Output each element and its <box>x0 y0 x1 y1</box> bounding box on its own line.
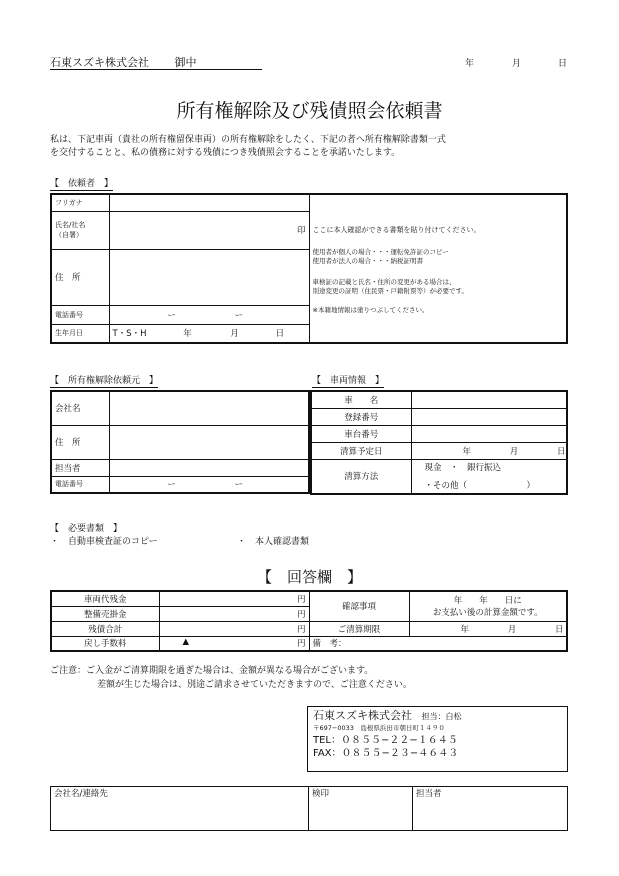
addressee: 石東スズキ株式会社 <box>50 56 149 69</box>
remarks-label: 備 考： <box>312 639 347 650</box>
confirm-value[interactable] <box>409 591 567 621</box>
birth-label: 生年月日 <box>51 324 109 343</box>
company-address: 〒697−0033 島根県浜田市朝日町１４９０ <box>313 724 445 733</box>
answer-r1-label: 車両代残金 <box>51 591 159 606</box>
phone-input[interactable] <box>109 305 309 324</box>
birth-month: 月 <box>230 329 239 340</box>
company-contact: 担当：白松 <box>421 712 462 721</box>
answer-table <box>50 590 568 652</box>
settle-month: 月 <box>509 446 519 457</box>
triangle-mark: ▲ <box>182 637 190 648</box>
intro-line2: を交付することと、私の債務に対する残債につき残債照会することを承諾いたします。 <box>50 148 401 158</box>
method-opt1: 現金 ・ 銀行振込 <box>424 463 502 474</box>
note4: 車検証の記載と氏名・住所の変更がある場合は、 <box>312 278 456 286</box>
required-item1: ・ 自動車検査証のコピー <box>50 537 158 547</box>
yen-3: 円 <box>296 624 306 635</box>
settle-date-label: 清算予定日 <box>311 442 411 459</box>
intro-line1: 私は、下記車両（貴社の所有権留保車両）の所有権解除をしたく、下記の者へ所有権解除書類一式 <box>50 135 446 145</box>
yen-4: 円 <box>296 639 306 650</box>
method-label: 清算方法 <box>311 459 411 494</box>
remarks-field[interactable] <box>309 636 567 651</box>
required-section-label: 【 必要書類 】 <box>50 524 123 534</box>
deadline-value[interactable] <box>409 621 567 636</box>
settle-date-input[interactable] <box>411 442 567 459</box>
caution-line2: 差額が生じた場合は、別途ご請求させていただきますので、ご注意ください。 <box>97 680 412 690</box>
footer-company-label: 会社名/連絡先 <box>54 789 108 799</box>
address-label: 住 所 <box>51 249 109 305</box>
answer-r3-label: 残債合計 <box>51 621 159 636</box>
footer-stamp-label: 検印 <box>312 789 330 799</box>
furigana-input[interactable] <box>109 194 309 211</box>
release-address-input[interactable] <box>109 425 309 459</box>
birth-input[interactable] <box>109 324 309 343</box>
answer-r2-value[interactable] <box>159 606 309 621</box>
confirm-label: 確認事項 <box>309 591 409 621</box>
furigana-label: フリガナ <box>51 194 109 211</box>
answer-title: 【 回答欄 】 <box>256 568 362 586</box>
deadline-label: ご清算期限 <box>309 621 409 636</box>
answer-r3-value[interactable] <box>159 621 309 636</box>
yen-2: 円 <box>296 609 306 620</box>
release-phone-input[interactable] <box>109 476 309 493</box>
settle-day: 日 <box>556 446 566 457</box>
answer-r2-label: 整備売掛金 <box>51 606 159 621</box>
note5: 別途変更の証明（住民票・戸籍附票等）が必要です。 <box>312 287 468 295</box>
release-dash1: ー <box>167 480 177 491</box>
header-day: 日 <box>558 59 568 69</box>
header-month: 月 <box>512 59 522 69</box>
footer-table <box>50 786 568 831</box>
page-title: 所有権解除及び残債照会依頼書 <box>176 100 443 122</box>
note2: 使用者が個人の場合・・・運転免許証のコピー <box>312 248 449 256</box>
header-year: 年 <box>465 59 475 69</box>
settle-year: 年 <box>462 446 472 457</box>
name-label: 氏名/社名 （自署） <box>51 211 109 249</box>
honorific: 御中 <box>174 56 197 69</box>
deadline-month: 月 <box>507 624 517 635</box>
company-tel: TEL：０８５５−２２−１６４５ <box>313 735 458 747</box>
era-options: T・S・H <box>112 329 147 340</box>
deadline-day: 日 <box>554 624 564 635</box>
note6: ※本籍地情報は塗りつぶしてください。 <box>312 306 429 314</box>
release-company-label: 会社名 <box>51 391 109 425</box>
footer-stamp-field[interactable] <box>309 787 413 831</box>
note3: 使用者が法人の場合・・・納税証明書 <box>312 257 423 265</box>
release-person-label: 担当者 <box>51 459 109 476</box>
release-section-label: 【 所有権解除依頼元 】 <box>50 376 159 386</box>
requester-table <box>50 193 568 344</box>
id-attachment-area <box>309 194 567 343</box>
answer-r4-value[interactable] <box>159 636 309 651</box>
vehicle-reg-input[interactable] <box>411 408 567 425</box>
phone-label: 電話番号 <box>51 305 109 324</box>
release-table <box>50 390 310 494</box>
company-name: 石東スズキ株式会社 <box>313 709 412 722</box>
release-dash2: ー <box>234 480 244 491</box>
footer-person-label: 担当者 <box>416 789 442 799</box>
vehicle-name-label: 車 名 <box>311 391 411 408</box>
vehicle-chassis-input[interactable] <box>411 425 567 442</box>
seal-mark: 印 <box>296 226 306 236</box>
answer-r1-value[interactable] <box>159 591 309 606</box>
phone-dash1: ー <box>167 310 177 321</box>
release-company-input[interactable] <box>109 391 309 425</box>
company-box <box>307 706 568 772</box>
footer-company-field[interactable] <box>51 787 309 831</box>
confirm-top: 年 年 日に <box>453 596 522 607</box>
birth-year: 年 <box>183 329 192 340</box>
requester-section-label: 【 依頼者 】 <box>50 179 114 189</box>
note1: ここに本人確認ができる書類を貼り付けてください。 <box>312 226 481 234</box>
footer-person-field[interactable] <box>413 787 568 831</box>
deadline-year: 年 <box>460 624 470 635</box>
company-fax: FAX：０８５５−２３−４６４３ <box>313 748 459 760</box>
method-input[interactable] <box>411 459 567 494</box>
vehicle-reg-label: 登録番号 <box>311 408 411 425</box>
vehicle-name-input[interactable] <box>411 391 567 408</box>
vehicle-table <box>310 390 568 495</box>
confirm-bottom: お支払い後の計算金額です。 <box>432 608 543 619</box>
name-input[interactable] <box>109 211 309 249</box>
vehicle-section-label: 【 車両情報 】 <box>312 376 385 386</box>
birth-day: 日 <box>275 329 285 340</box>
phone-dash2: ー <box>234 310 244 321</box>
caution-line1: ご注意：ご入金がご清算期限を過ぎた場合は、金額が異なる場合がございます。 <box>50 666 374 676</box>
answer-r4-label: 戻し手数料 <box>51 636 159 651</box>
release-person-input[interactable] <box>109 459 309 476</box>
method-opt2: ・その他（ ） <box>424 481 536 492</box>
address-input[interactable] <box>109 249 309 305</box>
addressee-line <box>50 57 262 70</box>
release-address-label: 住 所 <box>51 425 109 459</box>
release-phone-label: 電話番号 <box>51 476 109 493</box>
yen-1: 円 <box>296 594 306 605</box>
required-item2: ・ 本人確認書類 <box>237 537 310 547</box>
vehicle-chassis-label: 車台番号 <box>311 425 411 442</box>
